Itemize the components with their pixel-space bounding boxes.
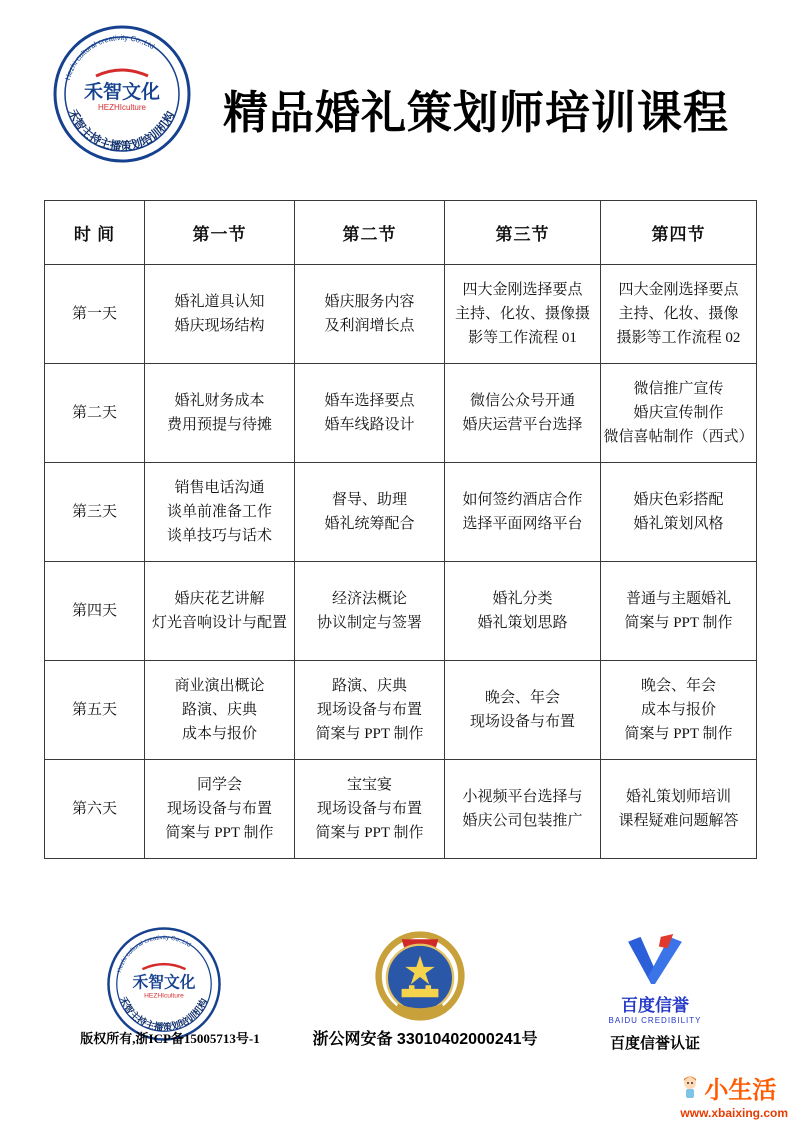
lesson-cell: 婚车选择要点 婚车线路设计 [295, 364, 445, 463]
day-cell: 第二天 [45, 364, 145, 463]
day-cell: 第四天 [45, 562, 145, 661]
logo-name-cn: 禾智文化 [83, 82, 161, 103]
watermark-site-name[interactable]: 小生活 [704, 1077, 777, 1104]
baidu-credibility-block [590, 934, 720, 1025]
lesson-cell: 小视频平台选择与 婚庆公司包装推广 [445, 760, 601, 859]
day-cell: 第六天 [45, 760, 145, 859]
baidu-subtitle: BAIDU CREDIBILITY [608, 1016, 702, 1025]
course-table-head-row [45, 201, 757, 265]
logo-name-en: HEZHIculture [97, 103, 147, 112]
table-row [45, 661, 757, 760]
table-row [45, 265, 757, 364]
header-cell: 时 间 [45, 201, 145, 265]
lesson-cell: 婚礼财务成本 费用预提与待摊 [145, 364, 295, 463]
lesson-cell: 经济法概论 协议制定与签署 [295, 562, 445, 661]
lesson-cell: 微信推广宣传 婚庆宣传制作 微信喜帖制作（西式） [601, 364, 757, 463]
baidu-title: 百度信誉 [621, 996, 689, 1015]
hezhi-logo-footer-icon [106, 926, 222, 1042]
lesson-cell: 晚会、年会 现场设备与布置 [445, 661, 601, 760]
logo-name-en: HEZHIculture [144, 992, 184, 1000]
header-cell: 第二节 [295, 201, 445, 265]
baidu-credibility-icon [626, 934, 684, 984]
logo-ring-top-text: Hezhi cultural creativity Co.,Ltd [62, 32, 157, 82]
day-cell: 第五天 [45, 661, 145, 760]
day-cell: 第三天 [45, 463, 145, 562]
table-row [45, 463, 757, 562]
course-table-body [45, 265, 757, 859]
header-cell: 第四节 [601, 201, 757, 265]
lesson-cell: 路演、庆典 现场设备与布置 简案与 PPT 制作 [295, 661, 445, 760]
lesson-cell: 婚礼分类 婚礼策划思路 [445, 562, 601, 661]
police-filing-text: 浙公网安备 33010402000241号 [312, 1031, 538, 1048]
logo-name-cn: 禾智文化 [132, 974, 196, 992]
hezhi-logo-icon [52, 24, 192, 164]
baidu-cert-text: 百度信誉认证 [609, 1036, 700, 1052]
day-cell: 第一天 [45, 265, 145, 364]
lesson-cell: 婚礼道具认知 婚庆现场结构 [145, 265, 295, 364]
logo-ring-top-text: Hezhi cultural creativity Co.,Ltd [115, 934, 192, 974]
lesson-cell: 婚庆色彩搭配 婚礼策划风格 [601, 463, 757, 562]
table-row [45, 562, 757, 661]
course-table [44, 200, 757, 859]
lesson-cell: 普通与主题婚礼 简案与 PPT 制作 [601, 562, 757, 661]
lesson-cell: 晚会、年会 成本与报价 简案与 PPT 制作 [601, 661, 757, 760]
police-badge-icon [374, 928, 466, 1025]
header-cell: 第三节 [445, 201, 601, 265]
logo-ring-bottom-text: 禾智主持主播策划培训机构 [116, 995, 211, 1034]
lesson-cell: 四大金刚选择要点 主持、化妆、摄像 摄影等工作流程 02 [601, 265, 757, 364]
site-watermark[interactable] [680, 1070, 788, 1120]
lesson-cell: 微信公众号开通 婚庆运营平台选择 [445, 364, 601, 463]
lesson-cell: 四大金刚选择要点 主持、化妆、摄像摄 影等工作流程 01 [445, 265, 601, 364]
watermark-site-url[interactable]: www.xbaixing.com [680, 1106, 788, 1120]
watermark-mascot-icon [680, 1075, 700, 1101]
lesson-cell: 婚庆服务内容 及利润增长点 [295, 265, 445, 364]
lesson-cell: 婚礼策划师培训 课程疑难问题解答 [601, 760, 757, 859]
lesson-cell: 销售电话沟通 谈单前准备工作 谈单技巧与话术 [145, 463, 295, 562]
lesson-cell: 如何签约酒店合作 选择平面网络平台 [445, 463, 601, 562]
lesson-cell: 商业演出概论 路演、庆典 成本与报价 [145, 661, 295, 760]
header-cell: 第一节 [145, 201, 295, 265]
lesson-cell: 婚庆花艺讲解 灯光音响设计与配置 [145, 562, 295, 661]
lesson-cell: 同学会 现场设备与布置 简案与 PPT 制作 [145, 760, 295, 859]
table-row [45, 760, 757, 859]
lesson-cell: 宝宝宴 现场设备与布置 简案与 PPT 制作 [295, 760, 445, 859]
table-row [45, 364, 757, 463]
icp-copyright-text: 版权所有,浙ICP备15005713号-1 [80, 1031, 260, 1046]
logo-ring-bottom-text: 禾智主持主播策划培训机构 [65, 107, 178, 154]
lesson-cell: 督导、助理 婚礼统筹配合 [295, 463, 445, 562]
page-title: 精品婚礼策划师培训课程 [222, 87, 729, 138]
